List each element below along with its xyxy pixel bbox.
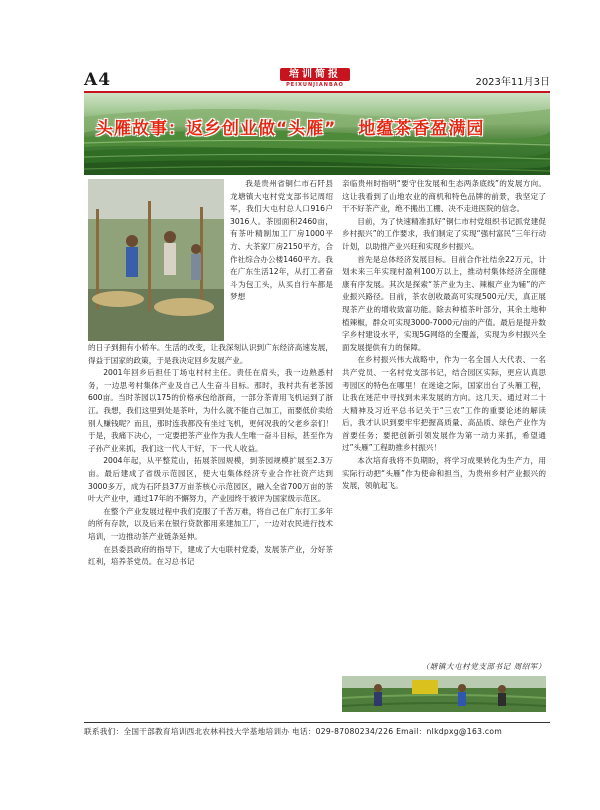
paragraph: 在县委县政府的指导下，建成了大屯联村党委，发展茶产业，分好茶红利，培养茶党员。在习总书记 [88,544,333,567]
masthead-title: 培训简报 [280,68,350,81]
footer-rule [84,722,550,723]
page-header [84,70,550,92]
workshop-scene-illustration [88,179,224,341]
page-number: A4 [84,70,112,90]
issue-date: 2023年11月3日 [475,77,550,88]
tea-garden-banner [84,93,550,175]
paragraph: 在乡村振兴伟大战略中，作为一名全国人大代表、一名共产党员、一名村党支部书记，结合园区实际，更应认真思考园区的特色在哪里！在迷途之际，国家出台了头雁工程，让我在迷茫中寻找到未来发展的方向。这几天、通过对二十大精神及习近平总书记关于“三农”工作的重要论述的解读后，我才认识到要牢牢把握高质量、高品质、绿色产业作为首要任务；要把创新引领发展作为第一动力来抓，希望通过”头雁”工程助推乡村振兴！ [342,355,546,453]
article-column-2 [342,178,546,493]
tea-workshop-photo [88,179,224,341]
paragraph: 亲临贵州时指明“要守住发展和生态两条底线”的发展方向。这让我看到了山地农业的商机和特色品牌的前景，我坚定了干不好茶产业，绝不搬出工棚、决不走进医院的信念。 [342,179,546,214]
tea-field-group-photo [342,676,546,712]
masthead [280,68,350,89]
paragraph: 的日子到拥有小轿车。生活的改变，让我深刻认识到广东经济高速发展，得益于国家的政策，于是我决定回乡发展产业。 [88,343,333,365]
headline-part-b: 地蕴茶香盈满园 [358,119,485,139]
article-column-1 [88,342,333,569]
paragraph: 在整个产业发展过程中我们克服了千苦万难，将自己在广东打工多年的所有存款，以及后来在银行贷款都用来建加工厂，一边对农民进行技术培训，一边推动茶产业链条延伸。 [88,506,333,541]
field-scene-illustration [342,676,546,712]
paragraph: 目前，为了快速精准抓好“铜仁市村党组织书记抓党建促乡村振兴”的工作要求，我们制定了实现“强村富民”三年行动计划，以助推产业兴旺和实现乡村振兴。 [342,216,546,251]
paragraph: 2004年起，从平整荒山，拓展茶园规模，到茶园规模扩展至2.3万亩。最后建成了省级示范园区，使大屯集体经济专业合作社资产达到3000多万，成为石阡县37万亩茶核心示范园区，融入全省700万亩的茶叶大产业中，通过17年的不懈努力，产业园终于被评为国家级示范区。 [88,456,333,504]
paragraph: 我是贵州省铜仁市石阡县龙塘镇大屯村党支部书记周绍军，我们大屯村总人口916户3016人。茶园面积2460亩，有茶叶精制加工厂房1000平方、大茶家厂房2150平方，合作社综合办公楼1460平方。我在广东生活12年，从打工者奋斗为包工头，从买自行车都是梦想 [230,179,333,302]
author-signature: （塘镇大屯村党支部书记 周绍军） [421,662,546,671]
paragraph: 本次培育我将不负期盼，将学习成果转化为生产力，用实际行动把“头雁”作为使命和担当，为贵州乡村产业振兴的发展，领航起飞。 [342,456,546,491]
headline-part-a: 头雁故事：返乡创业做“头雁” [96,119,337,139]
article-headline [96,114,484,139]
paragraph: 2001年回乡后担任丁场屯村村主任。责任在肩头，我一边熟悉村务，一边思考村集体产业及自己人生奋斗目标。那时，我村共有老茶园600亩。当时茶园以175的价格承包给浙商，一部分茶青用飞机运到了浙江。我想，我们这里到处是茶叶，为什么就不能自己加工，而要低价卖给别人赚钱呢？而且，那时连我都没有坐过飞机，更何况我的父老乡亲们！于是，我痛下决心，一定要把茶产业作为我人生唯一奋斗目标，甚至作为子孙产业来抓，我们这一代人干好，下一代人收益。 [88,368,333,453]
contact-footer: 联系我们：全国干部教育培训西北农林科技大学基地培训办 电话：029-87080234/226 Email：nlkdpxg@163.com [84,727,503,736]
article-column-1-top [230,178,333,304]
masthead-pinyin: PEIXUNJIANBAO [286,82,344,88]
paragraph: 首先是总体经济发展目标。目前合作社结余22万元，计划未来三年实现村盈利100万以上，推动村集体经济全面健康有序发展。其次是探索“茶产业为主、辣椒产业为辅”的产业振兴路径。目前，茶农创收最高可实现500元/天，真正展现茶产业的增收致富功能。除去种植茶叶部分，其余土地种植辣椒，群众可实现3000-7000元/亩的产值。最后是提升数字乡村建设水平，实现5G网络的全覆盖，实现为乡村振兴全面发展提供有力的保障。 [342,254,546,352]
